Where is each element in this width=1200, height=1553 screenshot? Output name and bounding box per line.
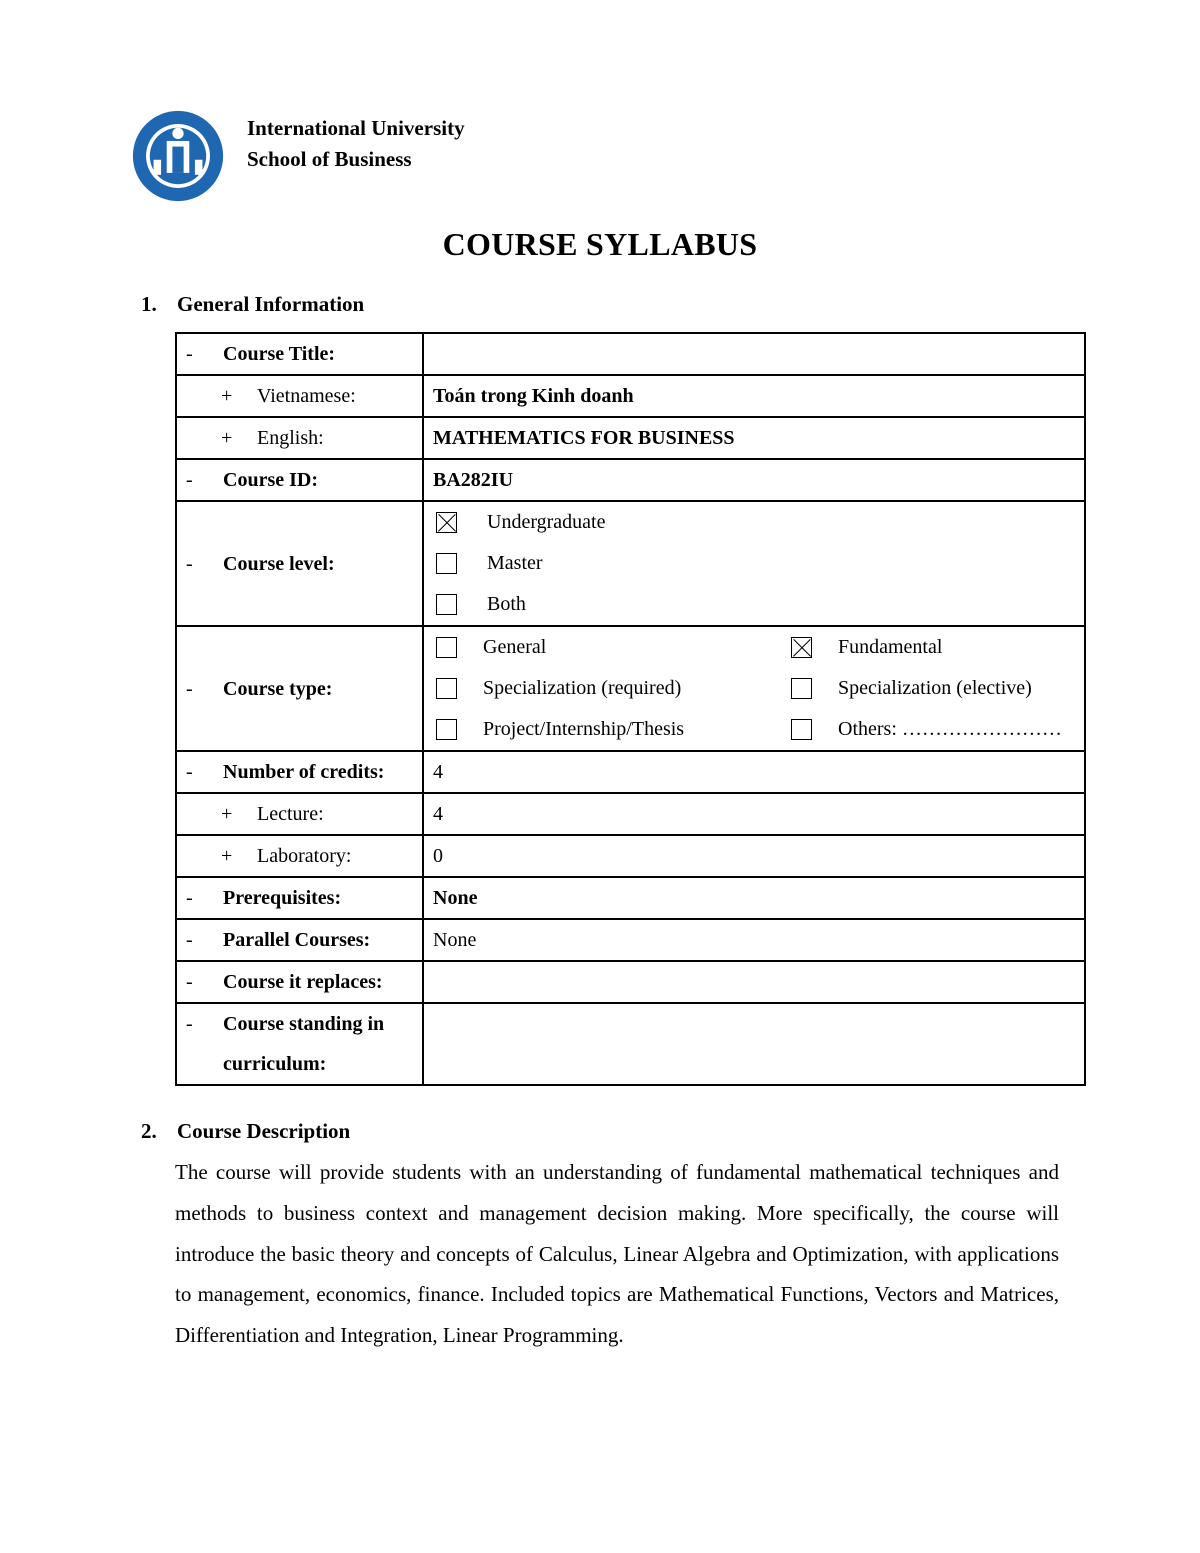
dash: -	[186, 761, 193, 783]
row-parallel-courses	[176, 919, 1085, 961]
level-option-master	[424, 543, 1084, 584]
section-1-heading	[141, 292, 364, 317]
dash: -	[186, 469, 193, 491]
lecture-value: 4	[433, 803, 443, 825]
dash: -	[186, 971, 193, 993]
institution-name: International University	[247, 116, 465, 140]
credits-label: Number of credits:	[223, 761, 385, 783]
type-option-specialization-elective	[779, 668, 1084, 709]
university-logo	[131, 109, 225, 203]
row-course-type	[176, 626, 1085, 751]
section-1-title: General Information	[177, 292, 365, 316]
option-label: Master	[487, 552, 543, 574]
general-info-table	[175, 332, 1086, 1086]
dash: -	[186, 552, 193, 575]
option-label: Project/Internship/Thesis	[483, 718, 685, 740]
checkbox-empty-icon	[436, 553, 457, 574]
type-option-fundamental	[779, 627, 1084, 668]
course-replaces-label: Course it replaces:	[223, 971, 383, 993]
parallel-courses-value: None	[433, 929, 477, 951]
row-lecture	[176, 793, 1085, 835]
checkbox-checked-icon	[436, 512, 457, 533]
vietnamese-label: Vietnamese:	[257, 385, 356, 407]
row-laboratory	[176, 835, 1085, 877]
level-option-undergraduate	[424, 502, 1084, 543]
row-credits	[176, 751, 1085, 793]
row-course-replaces	[176, 961, 1085, 1003]
course-standing-label-line2: curriculum:	[223, 1053, 327, 1075]
laboratory-label: Laboratory:	[257, 845, 352, 867]
course-id-label: Course ID:	[223, 469, 318, 491]
plus: +	[221, 385, 233, 407]
course-title-label: Course Title:	[223, 343, 336, 365]
row-prerequisites	[176, 877, 1085, 919]
row-english	[176, 417, 1085, 459]
row-course-title	[176, 333, 1085, 375]
course-description-text: The course will provide students with an understanding of fundamental mathematical techniques and methods to business context and management decision making. More specifically, the course will introduce the basic theory and concepts of Calculus, Linear Algebra and Optimization, with applications to management, economics, finance. Included topics are Mathematical Functions, Vectors and Matrices, Differentiation and Integration, Linear Programming.	[175, 1160, 1059, 1348]
option-label: Specialization (elective)	[838, 677, 1032, 699]
prerequisites-value: None	[433, 887, 478, 909]
option-label: General	[483, 636, 547, 658]
course-level-label: Course level:	[223, 552, 335, 575]
document-title: COURSE SYLLABUS	[442, 226, 758, 262]
type-option-others	[779, 709, 1084, 750]
laboratory-value: 0	[433, 845, 443, 867]
dash: -	[186, 677, 193, 700]
section-1-number: 1.	[141, 292, 157, 316]
checkbox-empty-icon	[436, 637, 457, 658]
plus: +	[221, 845, 233, 867]
prerequisites-label: Prerequisites:	[223, 887, 342, 909]
row-vietnamese	[176, 375, 1085, 417]
checkbox-empty-icon	[436, 678, 457, 699]
row-course-id	[176, 459, 1085, 501]
checkbox-empty-icon	[791, 678, 812, 699]
credits-value: 4	[433, 761, 443, 783]
vietnamese-value: Toán trong Kinh doanh	[433, 385, 634, 407]
dash: -	[186, 1013, 193, 1035]
option-label: Both	[487, 593, 526, 615]
english-label: English:	[257, 427, 324, 449]
lecture-label: Lecture:	[257, 803, 324, 825]
section-2-heading	[141, 1119, 350, 1144]
section-2-title: Course Description	[177, 1119, 351, 1143]
course-type-label: Course type:	[223, 677, 333, 700]
course-id-value: BA282IU	[433, 469, 514, 491]
dash: -	[186, 929, 193, 951]
row-course-level	[176, 501, 1085, 626]
checkbox-checked-icon	[791, 637, 812, 658]
dash: -	[186, 343, 193, 365]
plus: +	[221, 803, 233, 825]
level-option-both	[424, 584, 1084, 625]
dash: -	[186, 887, 193, 909]
course-standing-label-line1: Course standing in	[223, 1013, 385, 1035]
plus: +	[221, 427, 233, 449]
row-course-standing	[176, 1003, 1085, 1085]
section-2-number: 2.	[141, 1119, 157, 1143]
school-name: School of Business	[247, 147, 412, 171]
option-label: Others: ……………………	[838, 718, 1062, 740]
option-label: Fundamental	[838, 636, 943, 658]
checkbox-empty-icon	[436, 594, 457, 615]
type-option-specialization-required	[424, 668, 779, 709]
parallel-courses-label: Parallel Courses:	[223, 929, 371, 951]
option-label: Specialization (required)	[483, 677, 682, 699]
type-option-project	[424, 709, 779, 750]
english-value: MATHEMATICS FOR BUSINESS	[433, 427, 735, 449]
option-label: Undergraduate	[487, 511, 606, 533]
checkbox-empty-icon	[791, 719, 812, 740]
type-option-general	[424, 627, 779, 668]
checkbox-empty-icon	[436, 719, 457, 740]
